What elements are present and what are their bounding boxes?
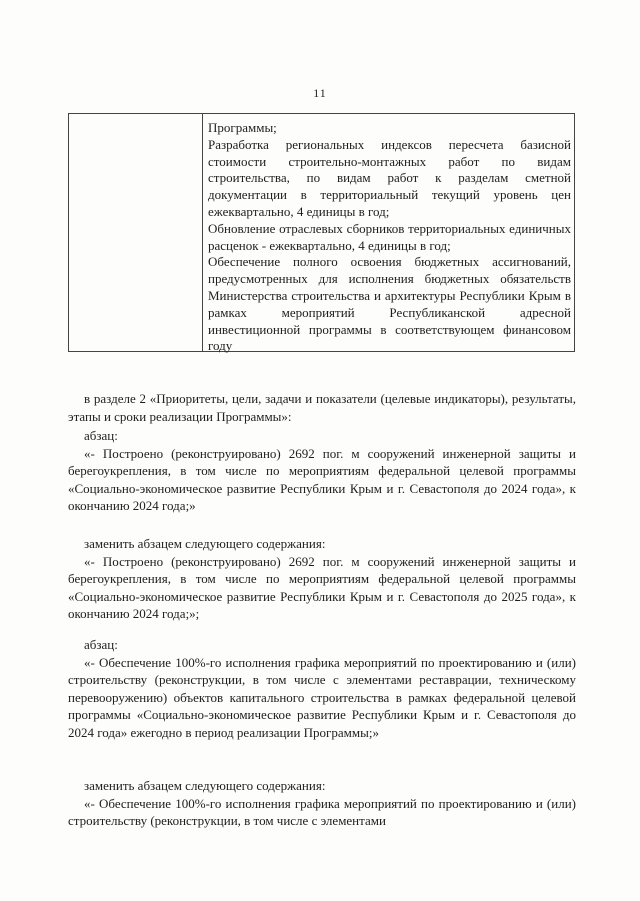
table-paragraph: Разработка региональных индексов пересчета базисной стоимости строительно-монтажных работ по видам строительства, по видам работ к разделам сметной документации в территориальный текущий уровень цен ежеквартально, 4 единицы в год; [208, 136, 571, 219]
table-paragraph: Программы; [208, 120, 277, 135]
paragraph-label: заменить абзацем следующего содержания: [84, 778, 326, 793]
paragraph-label: заменить абзацем следующего содержания: [84, 536, 326, 551]
table-right-cell [208, 120, 571, 355]
amendment-block-4 [68, 777, 576, 830]
paragraph-label: абзац: [84, 637, 118, 652]
amendment-block-1 [68, 427, 576, 515]
quoted-paragraph: «- Построено (реконструировано) 2692 пог. м сооружений инженерной защиты и берегоукрепления, в том числе по мероприятиям федеральной целевой программы «Социально-экономическое развитие Республики Крым и г. Севастополя до 2025 года», к окончанию 2024 года;»; [68, 553, 576, 621]
section-intro: в разделе 2 «Приоритеты, цели, задачи и показатели (целевые индикаторы), результаты, этапы и сроки реализации Программы»: [68, 391, 576, 424]
table-paragraph: Обновление отраслевых сборников территориальных единичных расценок - ежеквартально, 4 единицы в год; [208, 220, 571, 253]
continuation-table [68, 113, 575, 352]
quoted-paragraph: «- Обеспечение 100%-го исполнения графика мероприятий по проектированию и (или) строительству (реконструкции, в том числе с элементами [68, 795, 576, 828]
paragraph-label: абзац: [84, 428, 118, 443]
table-paragraph: Обеспечение полного освоения бюджетных ассигнований, предусмотренных для исполнения бюджетных обязательств Министерства строительства и архитектуры Республики Крым в рамках мероприятий Республиканской адресной инвестиционной программы в соответствующем финансовом году [208, 254, 571, 354]
quoted-paragraph: «- Построено (реконструировано) 2692 пог. м сооружений инженерной защиты и берегоукрепления, в том числе по мероприятиям федеральной целевой программы «Социально-экономическое развитие Республики Крым и г. Севастополя до 2024 года», к окончанию 2024 года;» [68, 445, 576, 513]
section-intro-block [68, 390, 576, 425]
quoted-paragraph: «- Обеспечение 100%-го исполнения графика мероприятий по проектированию и (или) строительству (реконструкции, в том числе с элементами реставрации, техническому перевооружению) объектов капитального строительства в рамках федеральной целевой программы «Социально-экономическое развитие Республики Крым и г. Севастополя до 2024 года» ежегодно в период реализации Программы;» [68, 654, 576, 740]
amendment-block-2 [68, 535, 576, 623]
table-left-cell [69, 114, 203, 351]
amendment-block-3 [68, 636, 576, 741]
page-number: 11 [313, 86, 327, 100]
